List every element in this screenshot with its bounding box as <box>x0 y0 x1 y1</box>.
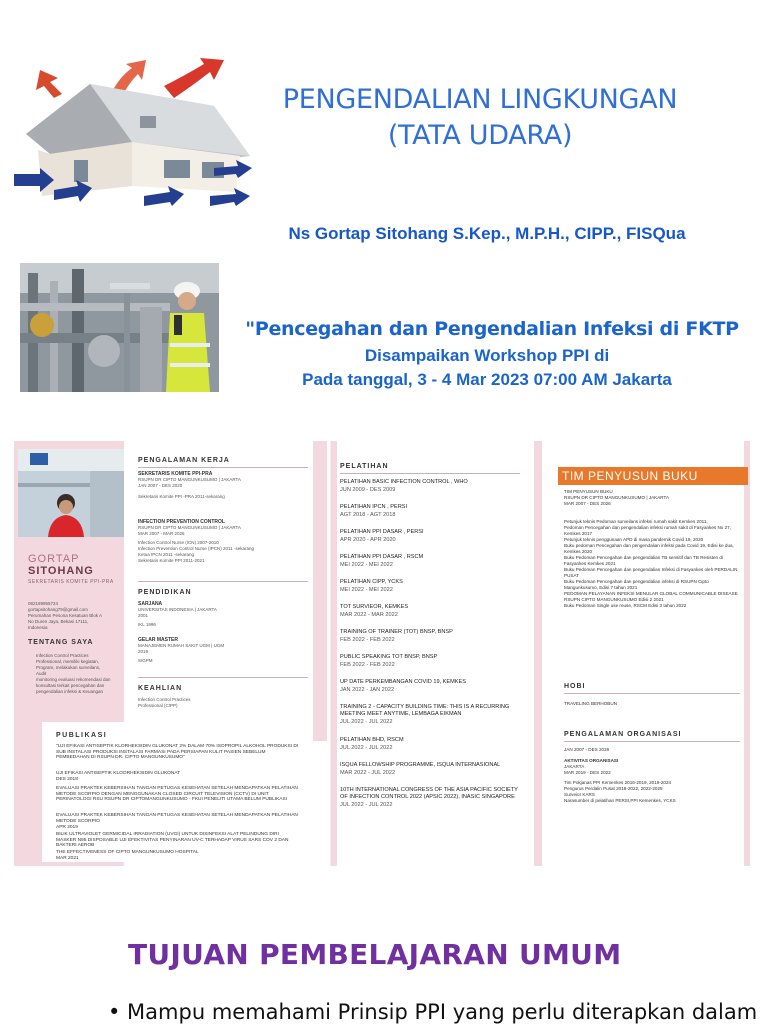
training-title: 10TH INTERNATIONAL CONGRESS OF THE ASIA PACIFIC SOCIETY OF INFECTION CONTROL 2022 (APSIC 2022), INASIC SINGAPORE <box>340 787 518 800</box>
training-item <box>340 579 526 594</box>
books-sub-title: TIM PENYUSUN BUKU <box>564 489 613 494</box>
organization-heading: PENGALAMAN ORGANISASI <box>564 731 682 738</box>
books-sub-org: RSUPN DR CIPTO MANGUNKUSUMO | JAKARTA <box>564 495 670 500</box>
training-item <box>340 654 526 669</box>
edu-note: SIGPM <box>138 658 153 663</box>
training-date: JAN 2022 - JAN 2022 <box>340 687 395 693</box>
training-title: TRAINING 2 - CAPACITY BUILDING TIME: THIS IS A RECURRING MEETING MEET ANYTIME, LEMBAGA EIKMAN <box>340 704 510 717</box>
book-item: Petunjuk teknis penggunaan APD di masa pandemik Covid 19, 2020 <box>564 537 704 542</box>
training-heading: PELATIHAN <box>340 463 389 470</box>
subtitle-line-3: Pada tanggal, 3 - 4 Mar 2023 07:00 AM Jakarta <box>302 370 672 389</box>
training-item <box>340 679 526 694</box>
exp-note: Sekretaris Komite PPI -PRA 2011-sekarang <box>138 494 225 499</box>
skill-item: Professional (CIPP) <box>138 703 178 708</box>
training-date: MAR 2022 - MAR 2022 <box>340 612 398 618</box>
training-date: FEB 2022 - FEB 2022 <box>340 637 395 643</box>
edu-org: UNIVERSITAS INDONESIA | JAKARTA <box>138 607 217 612</box>
training-title: PELATIHAN CIPP, YCKS <box>340 579 403 585</box>
divider <box>138 581 308 582</box>
divider <box>138 677 308 678</box>
org-item: Narasumber di pelatihan PERSI,PPI Kemenkes, YCKS <box>564 798 676 803</box>
training-item <box>340 554 526 569</box>
exp-org: RSUPN DR CIPTO MANGUNKUSUMO | JAKARTA <box>138 525 241 530</box>
about-line: Program, melakukan surveilans, <box>36 665 101 670</box>
experience-1 <box>138 471 308 500</box>
subtitle-line-2: Disampaikan Workshop PPI di <box>364 346 610 365</box>
training-title: PELATIHAN BASIC INFECTION CONTROL , WHO <box>340 479 468 485</box>
about-line: konsultasi terkait pencegahan dan <box>36 683 105 688</box>
cv-name <box>28 553 122 577</box>
exp-note: Sekretaris Komite PPI 2011-2021 <box>138 558 205 563</box>
training-title: PELATIHAN PPI DASAR , PERSI <box>340 529 424 535</box>
subtitle-line-1: "Pencegahan dan Pengendalian Infeksi di FKTP <box>245 318 739 340</box>
about-line: Professional, memiliki kegiatan, <box>36 659 100 664</box>
education-heading: PENDIDIKAN <box>138 589 192 596</box>
book-item: Petunjuk teknis Pedoman surveilans infeksi rumah sakit Kemkes 2011, <box>564 519 708 524</box>
org-date: JAN 2007 - DES 2026 <box>564 747 610 752</box>
cv-accent-strip <box>534 441 542 866</box>
training-title: UP DATE PERKEMBANGAN COVID 19, KEMKES <box>340 679 466 685</box>
org-date: MAR 2019 - DES 2022 <box>564 770 611 775</box>
education-2 <box>138 637 308 664</box>
about-line: monitoring evaluasi rekomendasi dan <box>36 677 111 682</box>
about-line: pengendalian infeksi & Keuangan <box>36 689 104 694</box>
org-place: JAKARTA <box>564 764 585 769</box>
training-date: JUL 2022 - JUL 2022 <box>340 719 393 725</box>
publications-panel <box>36 722 308 862</box>
books-sub-date: MAR 2007 - DES 2026 <box>564 501 611 506</box>
publication-item: "UJI EFIKASI ANTISEPTIK KLORHEKSIDIN GLUKONAT 2% DALAM 70% ISOPROPIL ALKOHOL PRODUKSI DI SUB INSTALASI PRODUKSI INSTALASI FARMASI PADA PERSIAPAN KULIT PASIEN SEBELUM PEMBEDAHAN DI RSUPN DR. CIPTO MANGUNKUSUMO" <box>56 744 299 761</box>
org-title: AKTIVITAS ORGANISASI <box>564 758 619 763</box>
publication-date: MAR 2021 <box>56 856 79 861</box>
training-date: MEI 2022 - MEI 2022 <box>340 562 393 568</box>
training-item <box>340 504 526 519</box>
divider <box>138 467 308 468</box>
training-date: JUL 2022 - JUL 2022 <box>340 802 393 808</box>
contact-phone: 082189955724 <box>28 601 59 606</box>
exp-note: Infection Control Nurse (ICN) 2007-2010 <box>138 540 219 545</box>
about-heading: TENTANG SAYA <box>28 639 94 646</box>
skills-heading: KEAHLIAN <box>138 685 183 692</box>
technician-photo <box>20 263 219 392</box>
publication-item: UJI EFIKASI ANTISEPTIK KLOORHEKSIDIN GLUKONAT <box>56 771 181 776</box>
publication-date: DES 2018 <box>56 777 78 782</box>
training-date: AGT 2018 - AGT 2018 <box>340 512 396 518</box>
org-item: Pengurus Perdalin Pusat 2018-2022, 2022-2025 <box>564 786 663 791</box>
books-sub <box>564 489 740 507</box>
exp-org: RSUPN DR CIPTO MANGUNKUSUMO | JAKARTA <box>138 477 241 482</box>
training-item <box>340 529 526 544</box>
about-line: Infection Control Practices <box>36 653 89 658</box>
training-item <box>340 704 526 726</box>
training-date: MAR 2022 - JUL 2022 <box>340 770 396 776</box>
organization-details <box>564 747 740 804</box>
book-item: Buku pedoman Pencegahan dan pengendalian infeksi pada Covid 19, Edisi ke dua, Kemkes 2020 <box>564 543 734 554</box>
book-item: Buku Pedoman Pencegahan dan pengendalian Infeksi di Fasyankes oleh PERDALIN PUSAT <box>564 567 738 578</box>
objective-bullet: • Mampu memahami Prinsip PPI yang perlu diterapkan dalam <box>108 1000 758 1024</box>
cv-panel-training <box>330 441 526 866</box>
contact-address-1: Perumahan Pesona Kesatuan Blok A <box>28 613 103 618</box>
about-text <box>36 653 122 695</box>
publication-item: EVALUASI PRAKTEK KEBERSIHAN TANGAN PETUGAS KESEHATAN SETELAH MENDAPATKAN PELATIHAN METODE SCORPIO <box>56 813 298 824</box>
edu-title: GELAR MASTER <box>138 637 178 643</box>
contact-country: Indonesia <box>28 625 48 630</box>
edu-date: 2019 <box>138 649 149 654</box>
training-item <box>340 629 526 644</box>
publications-heading: PUBLIKASI <box>56 732 108 739</box>
cv-first-name: GORTAP <box>28 553 80 565</box>
skill-item: Infection Control Practices <box>138 697 191 702</box>
divider <box>564 693 740 694</box>
author-name: Ns Gortap Sitohang S.Kep., M.P.H., CIPP., FISQua <box>288 224 686 243</box>
training-date: JUL 2022 - JUL 2022 <box>340 745 393 751</box>
exp-date: MAR 2007 - MAR 2026 <box>138 531 185 536</box>
book-item: Buku Pedoman Pencegahan dan pengendalian TB sensitif dan TB Resisten di Fasyankes Kemkes 2021 <box>564 555 723 566</box>
exp-date: JAN 2007 - DES 2020 <box>138 483 183 488</box>
training-title: PELATIHAN BHD, RSCM <box>340 737 404 743</box>
training-title: TRAINING OF TRAINER (TOT) BNSP, BNSP <box>340 629 453 635</box>
page-title <box>262 82 698 154</box>
title-line-1: PENGENDALIAN LINGKUNGAN <box>282 84 678 115</box>
training-item <box>340 762 526 777</box>
exp-note: Infection Prevention Control Nurse (IPCN) 2011 -sekarang <box>138 546 254 551</box>
training-date: JUN 2009 - DES 2009 <box>340 487 396 493</box>
divider <box>564 741 740 742</box>
publication-item: EVALUASI PRAKTEK KEBERSIHAN TANGAN PETUGAS KESEHATAN SETELAH MENDAPATKAN PELATIHAN METODE SCORPIO DENGAN MENGGUNAKAN CLOSED CIRCUIT TELEVISION (CCTV) DI UNIT PERINATOLOGI RSU RSUPN DR CIPTOMANGUNKUSUMO - FKUI PENELITI UTAMA BELUM PUBLIKASI <box>56 786 298 803</box>
exp-title: SEKRETARIS KOMITE PPI-PRA <box>138 471 213 477</box>
training-item <box>340 787 526 809</box>
training-item <box>340 604 526 619</box>
hobby-heading: HOBI <box>564 683 586 690</box>
experience-heading: PENGALAMAN KERJA <box>138 457 230 464</box>
house-ventilation-illustration <box>14 56 258 208</box>
cv-role: SEKRETARIS KOMITE PPI-PRA <box>28 579 114 585</box>
training-title: PUBLIC SPEAKING TOT BNSP, BNSP <box>340 654 438 660</box>
contact-email: gortapsitohang79@gmail.com <box>28 607 88 612</box>
exp-note: Ketua IPCN 2011 -sekarang <box>138 552 194 557</box>
book-item: Buku Pedoman Pencegahan dan pengendalian infeksi di RSUPN Cipto Mangunkusumo, Edisi 7 tahun 2021 <box>564 579 709 590</box>
training-item <box>340 737 526 752</box>
section-heading: TUJUAN PEMBELAJARAN UMUM <box>128 938 622 971</box>
training-title: TOT SURVIEOR, KEMKES <box>340 604 409 610</box>
cv-panel-books <box>534 441 750 866</box>
contact-address-2: No Duren Jaya, Bekasi 17111, <box>28 619 89 624</box>
publications-accent <box>36 722 42 862</box>
publication-item: THE EFFECTIVENESS OF CIPTO MANGUNKUSUMO HOSPITAL <box>56 850 199 855</box>
training-date: APR 2020 - APR 2020 <box>340 537 396 543</box>
skills-list <box>138 697 308 709</box>
publication-date: APR 2019 <box>56 825 78 830</box>
training-date: MEI 2022 - MEI 2022 <box>340 587 393 593</box>
book-item: Pedoman Pencegahan dan pengendalian infeksi rumah sakit di Fasyankes No 27, Kemkes 2017 <box>564 525 732 536</box>
experience-2 <box>138 519 308 564</box>
divider <box>340 473 520 474</box>
cv-accent-strip <box>331 441 337 866</box>
training-title: PELATIHAN IPCN , PERSI <box>340 504 408 510</box>
cv-last-name: SITOHANG <box>28 565 94 577</box>
about-line: Audit <box>36 671 47 676</box>
edu-title: SARJANA <box>138 601 163 607</box>
exp-title: INFECTION PREVENTION CONTROL <box>138 519 225 525</box>
hobby-text: TRAVELING BERHOBUN <box>564 701 618 706</box>
edu-org: MANAJEMEN RUMAH SAKIT UGM | UGM <box>138 643 225 648</box>
book-item: Buku Pedoman Single use reuse, RSCM Edisi 3 tahun 2022 <box>564 603 687 608</box>
education-1 <box>138 601 308 628</box>
cv-contact <box>28 601 122 631</box>
training-date: FEB 2022 - FEB 2022 <box>340 662 395 668</box>
book-item: PEDOMAN PELAYANAN INFEKSI MENULAR GLOBAL COMMUNICABLE DISEASE RSUPN CIPTO MANGUNKUSUMO Edisi 2 2021 <box>564 591 738 602</box>
profile-photo <box>18 449 124 537</box>
title-line-2: (TATA UDARA) <box>387 120 573 151</box>
books-list <box>564 519 740 609</box>
org-item: Surveior KARS <box>564 792 595 797</box>
cv-accent-strip <box>744 441 750 866</box>
edu-date: 2001 <box>138 613 149 618</box>
training-item <box>340 479 526 494</box>
books-banner: TIM PENYUSUN BUKU <box>558 467 748 485</box>
publication-item: BILIK ULTRAVIOLET GERMICIDAL IRRADIATION (UVGI) UNTUK DISINFEKSI ALAT PELINDUNG DIRI MASKER N95 DISPOSABLE UJI EFEKTIVITAS PENYINARAN UV-C TERHADAP VIRUS SARS COV 2 DAN BAKTERI AEROB <box>56 832 289 849</box>
org-item: Tim Pokjanas PPI Kemenkes 2016-2019, 2019-2024 <box>564 780 672 785</box>
cv-accent-strip <box>313 441 327 741</box>
edu-note: IKL 1996 <box>138 622 156 627</box>
training-title: PELATIHAN PPI DASAR , RSCM <box>340 554 424 560</box>
training-title: ISQUA FELLOWSHIP PROGRAMME, ISQUA INTERNASIONAL <box>340 762 501 768</box>
